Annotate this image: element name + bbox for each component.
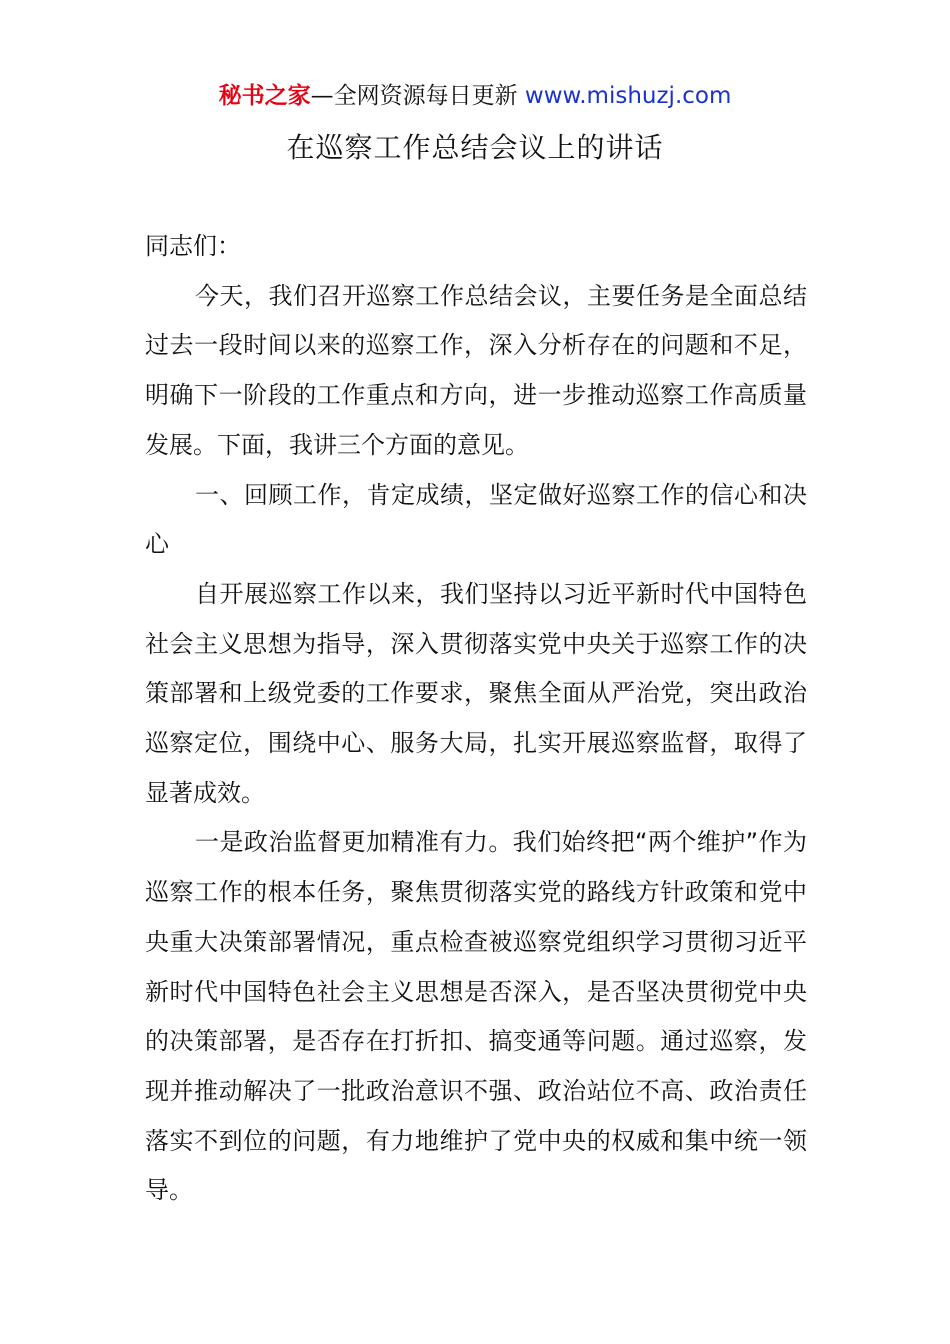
paragraph-achievements: 自开展巡察工作以来，我们坚持以习近平新时代中国特色社会主义思想为指导，深入贯彻落实党中央关于巡察工作的决策部署和上级党委的工作要求，聚焦全面从严治党，突出政治巡察定位，围绕中心、服务大局，扎实开展巡察监督，取得了显著成效。: [145, 579, 807, 807]
paragraph-political-supervision: 一是政治监督更加精准有力。我们始终把“两个维护”作为巡察工作的根本任务，聚焦贯彻落实党的路线方针政策和党中央重大决策部署情况，重点检查被巡察党组织学习贯彻习近平新时代中国特色社会主义思想是否深入，是否坚决贯彻党中央的决策部署，是否存在打折扣、搞变通等问题。通过巡察，发现并推动解决了一批政治意识不强、政治站位不高、政治责任落实不到位的问题，有力地维护了党中央的权威和集中统一领导。: [145, 828, 807, 1205]
salutation: 同志们：: [145, 232, 241, 260]
section-heading-1: 一、回顾工作，肯定成绩，坚定做好巡察工作的信心和决心: [145, 480, 807, 559]
site-url-link[interactable]: www.mishuzj.com: [524, 83, 732, 109]
site-header: [0, 80, 950, 112]
document-body: [145, 222, 807, 1216]
paragraph-intro: 今天，我们召开巡察工作总结会议，主要任务是全面总结过去一段时间以来的巡察工作，深入分析存在的问题和不足，明确下一阶段的工作重点和方向，进一步推动巡察工作高质量发展。下面，我讲三个方面的意见。: [145, 281, 807, 459]
site-tagline: —全网资源每日更新: [310, 83, 525, 109]
document-title: 在巡察工作总结会议上的讲话: [286, 131, 664, 164]
site-brand: 秘书之家: [218, 83, 311, 109]
